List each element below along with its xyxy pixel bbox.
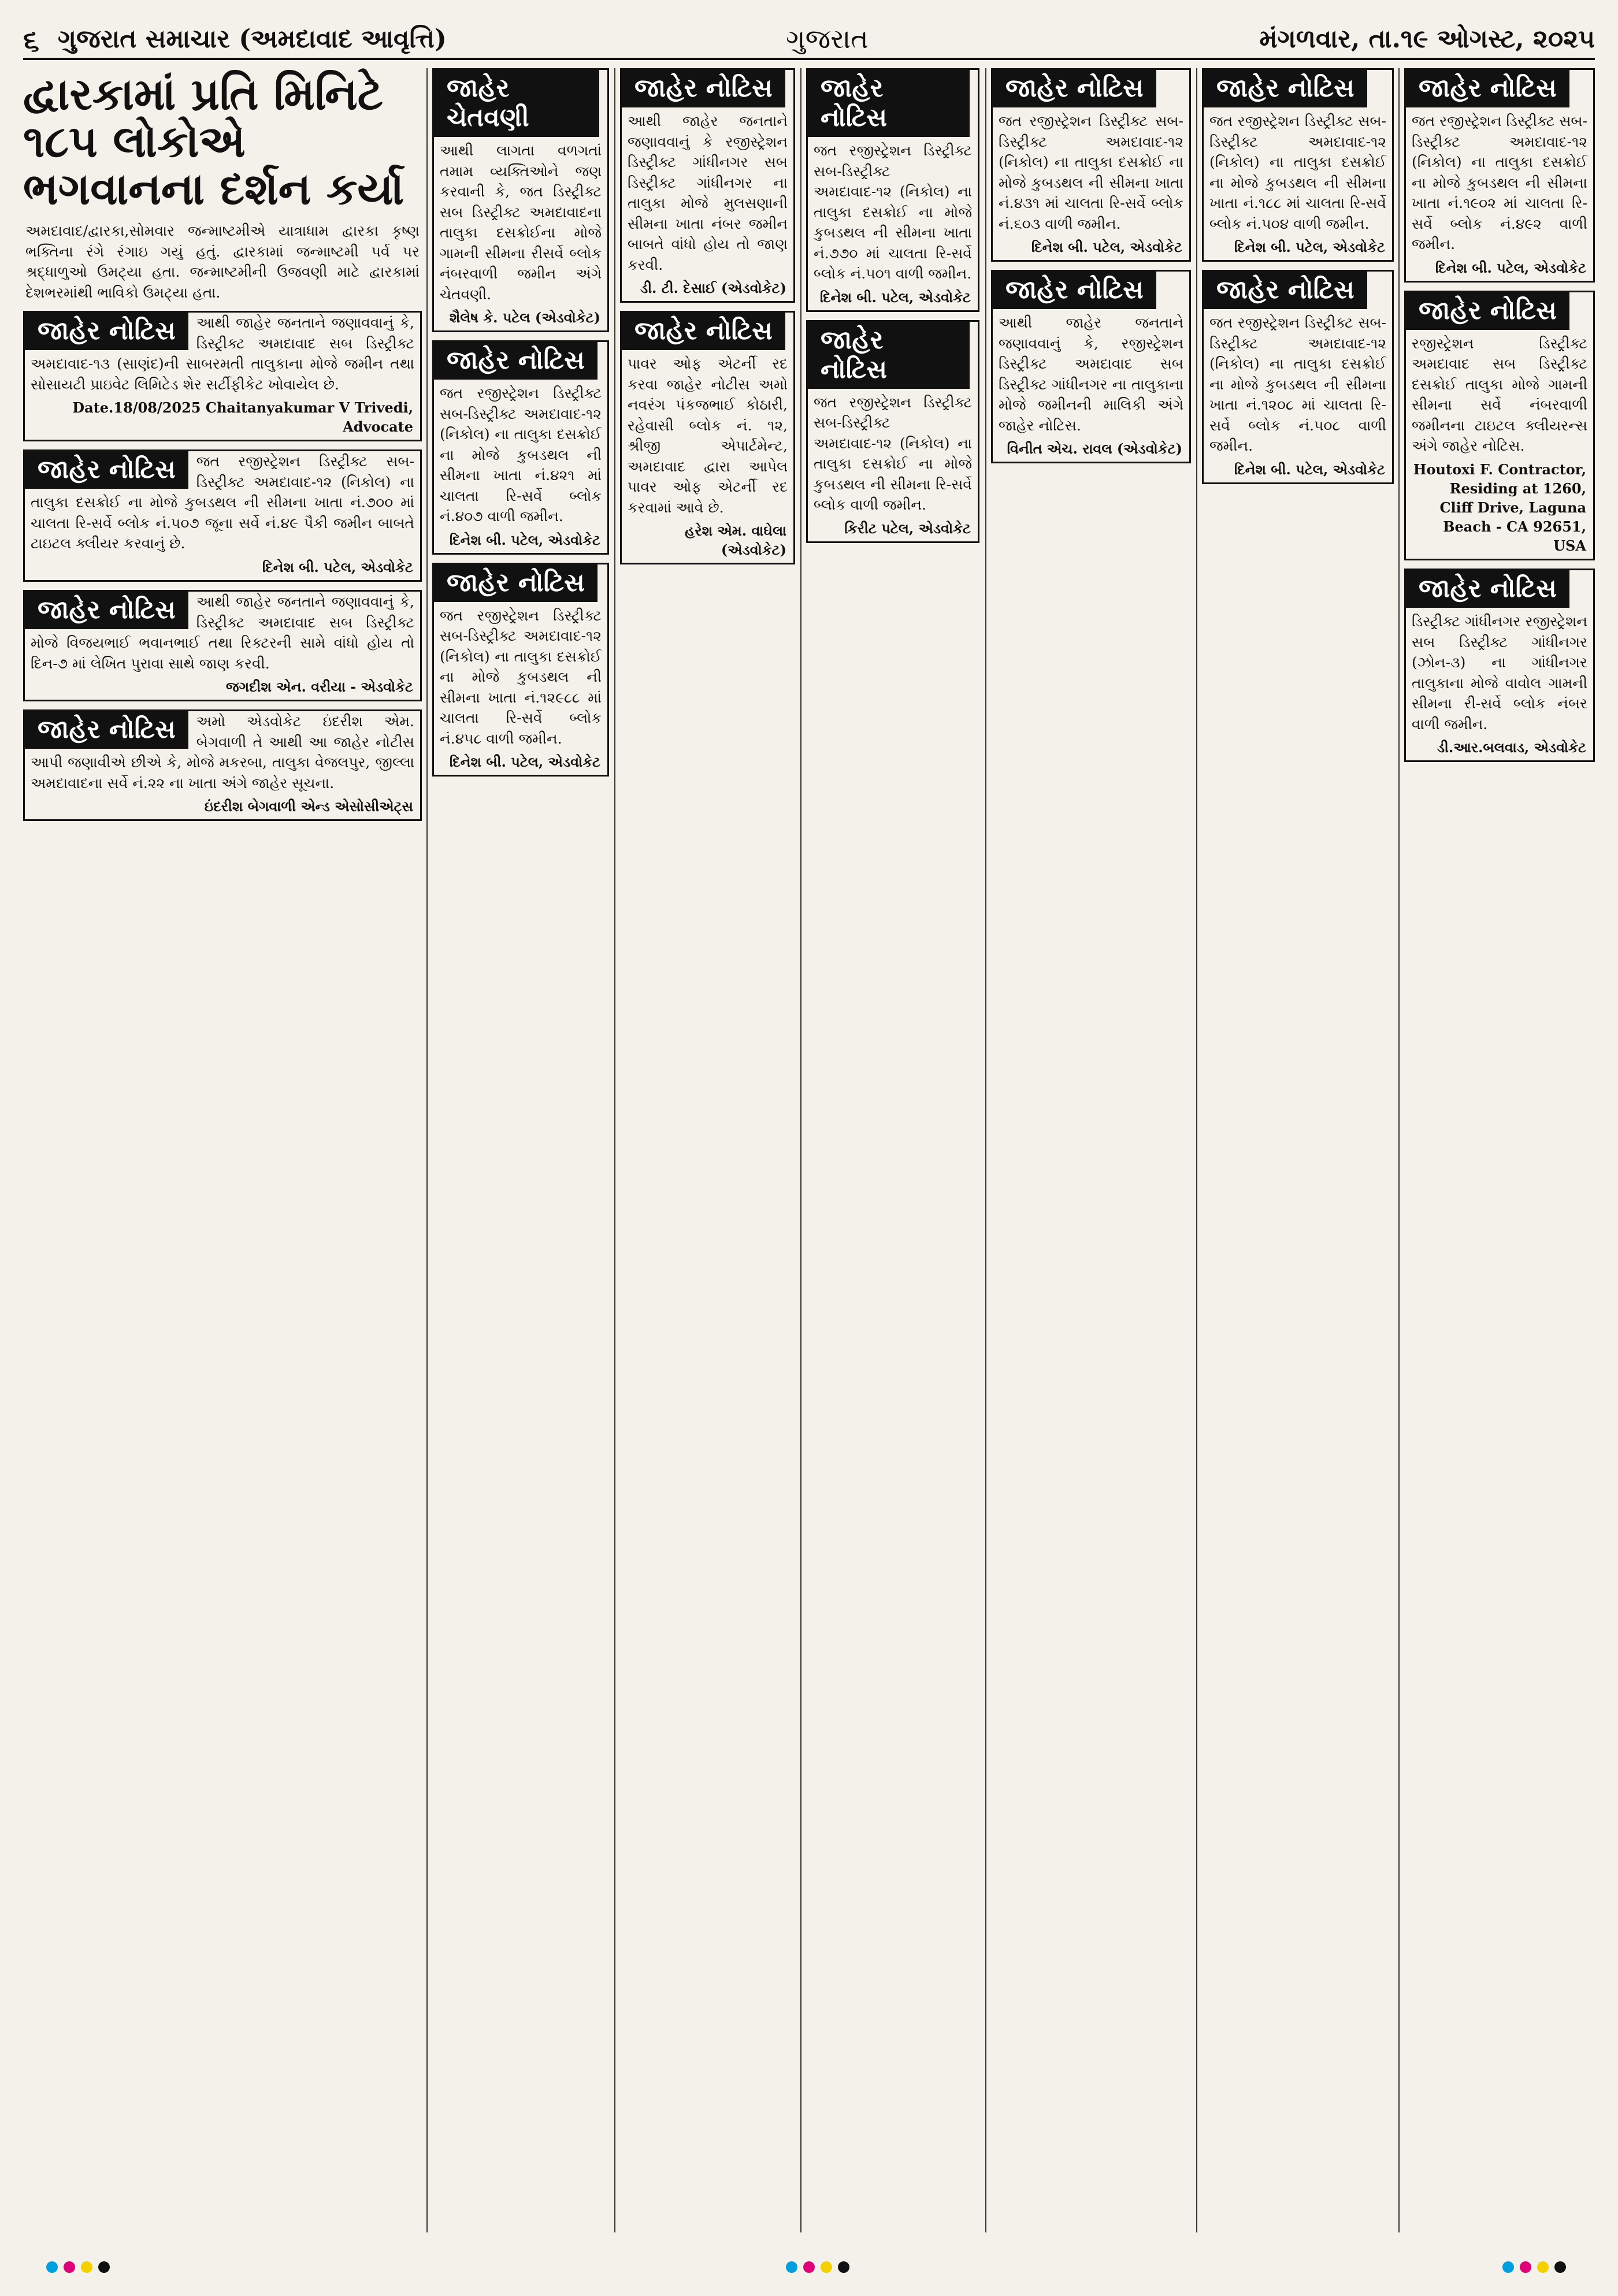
notice [991, 270, 1191, 463]
notice-text: જત રજીસ્ટ્રેશન ડિસ્ટ્રીક્ટ સબ-ડિસ્ટ્રીક્ટ અમદાવાદ-૧૨ (નિકોલ) ના તાલુકા દસક્રોઈ ના મોજે કુબડથલ ની સીમના ખાતા નં.૪૨૧ માં ચાલતા રિ-સર્વે બ્લોક નં.૪૦૭ વાળી જમીન. [440, 385, 602, 525]
yellow-dot [821, 2261, 832, 2273]
section-title: ગુજરાત [786, 23, 869, 54]
notice [23, 311, 422, 441]
column-rule [426, 68, 428, 2232]
notice-text: આથી લાગતા વળગતાં તમામ વ્યક્તિઓને જણ કરવાની કે, જત ડિસ્ટ્રીક્ટ સબ ડિસ્ટ્રીક્ટ અમદાવાદના તાલુકા દસક્રોઈના મોજે ગામની સીમના રીસર્વે બ્લોક નંબરવાળી જમીન અંગે ચેતવણી. [440, 142, 602, 303]
notice-tag: જાહેર નોટિસ [1204, 272, 1367, 309]
notice-advocate: દિનેશ બી. પટેલ, એડવોકેટ [1031, 239, 1182, 255]
notice-tag: જાહેર નોટિસ [1406, 292, 1569, 330]
notice-tag: જાહેર ચેતવણી [434, 70, 599, 137]
page-header [23, 22, 1595, 60]
notice [1404, 569, 1595, 762]
notice-text: આથી જાહેર જનતાને જણાવવાનું કે, રજીસ્ટ્રેશન ડિસ્ટ્રીક્ટ અમદાવાદ સબ ડિસ્ટ્રીક્ટ ગાંધીનગર ના તાલુકાના મોજે જમીનની માલિકી અંગે જાહેર નોટિસ. [999, 314, 1183, 434]
notice-tag: જાહેર નોટિસ [622, 70, 785, 107]
notice-text: ડિસ્ટ્રીક્ટ ગાંધીનગર રજીસ્ટ્રેશન સબ ડિસ્ટ્રીક્ટ ગાંધીનગર (ઝોન-૩) ના ગાંધીનગર તાલુકાના મોજે વાવોલ ગામની સીમના રી-સર્વે બ્લોક નંબર વાળી જમીન. [1412, 613, 1587, 733]
notice-advocate: ડી.આર.બલવાડ, એડવોકેટ [1437, 739, 1586, 756]
notice-advocate: દિનેશ બી. પટેલ, એડવોકેટ [1435, 259, 1586, 276]
notice-advocate: દિનેશ બી. પટેલ, એડવોકેટ [449, 753, 600, 771]
notice-advocate: ઇંદરીશ બેગવાળી એન્ડ એસોસીએટ્સ [204, 798, 413, 815]
notice-tag: જાહેર નોટિસ [434, 342, 598, 380]
notice [991, 68, 1191, 262]
notice-text: પાવર ઓફ એટર્ની રદ કરવા જાહેર નોટીસ અમો નવરંગ પંકજભાઈ કોઠારી, રહેવાસી બ્લોક નં. ૧૨, શ્રીજી એપાર્ટમેન્ટ, અમદાવાદ દ્વારા આપેલ પાવર ઓફ એટર્ની રદ કરવામાં આવે છે. [628, 355, 788, 516]
notice-tag: જાહેર નોટિસ [808, 322, 970, 389]
notice-text: જત રજીસ્ટ્રેશન ડિસ્ટ્રીક્ટ સબ-ડિસ્ટ્રીક્ટ અમદાવાદ-૧૨ (નિકોલ) ના તાલુકા દસક્રોઈ ના મોજે કુબડથલ ની સીમના ખાતા નં.૧૨૯૮૮ માં ચાલતા રિ-સર્વે બ્લોક નં.૪૫૮ વાળી જમીન. [440, 607, 602, 747]
yellow-dot [1537, 2261, 1549, 2273]
notice-advocate: વિનીત એચ. રાવલ (એડવોકેટ) [1007, 440, 1182, 458]
notice-advocate: જગદીશ એન. વરીયા - એડવોકેટ [225, 678, 413, 696]
notice-tag: જાહેર નોટિસ [993, 70, 1156, 107]
column-rule [614, 68, 615, 2232]
notice-tag: જાહેર નોટિસ [25, 592, 188, 629]
notice [23, 449, 422, 582]
black-dot [838, 2261, 849, 2273]
notice-advocate: શૈલેષ કે. પટેલ (એડવોકેટ) [449, 309, 600, 326]
notice [1202, 270, 1394, 484]
notice-text: જત રજીસ્ટ્રેશન ડિસ્ટ્રીક્ટ સબ-ડિસ્ટ્રીક્ટ અમદાવાદ-૧૨ (નિકોલ) ના તાલુકા દસક્રોઈ ના મોજે કુબડથલ ની સીમના ખાતા નં.૭૭૦ માં ચાલતા રિ-સર્વે બ્લોક નં.૫૦૧ વાળી જમીન. [814, 142, 972, 282]
notice-advocate: કિરીટ પટેલ, એડવોકેટ [844, 519, 971, 537]
cyan-dot [786, 2261, 797, 2273]
column-rule [800, 68, 801, 2232]
notice-text: જત રજીસ્ટ્રેશન ડિસ્ટ્રીક્ટ સબ-ડિસ્ટ્રીક્ટ અમદાવાદ-૧૨ (નિકોલ) ના તાલુકા દસક્રોઈ ના મોજે કુબડથલ ની સીમના ખાતા નં.૧૨૦૮ માં ચાલતા રિ-સર્વે બ્લોક નં.૫૦૮ વાળી જમીન. [1209, 314, 1386, 455]
black-dot [1554, 2261, 1566, 2273]
column-3 [620, 68, 795, 2232]
notice-tag: જાહેર નોટિસ [1406, 70, 1569, 107]
column-5 [991, 68, 1191, 2232]
magenta-dot [1520, 2261, 1531, 2273]
notice-tag: જાહેર નોટિસ [808, 70, 970, 137]
notice [620, 311, 795, 564]
notice-text: જત રજીસ્ટ્રેશન ડિસ્ટ્રીક્ટ સબ-ડિસ્ટ્રીક્ટ અમદાવાદ-૧૨ (નિકોલ) ના તાલુકા દસક્રોઈ ના મોજે કુબડથલ ની સીમના ખાતા નં.૪૩૧ માં ચાલતા રિ-સર્વે બ્લોક નં.૬૦૩ વાળી જમીન. [999, 113, 1183, 232]
article-body: અમદાવાદ/દ્વારકા,સોમવાર જન્માષ્ટમીએ યાત્રાધામ દ્વારકા કૃષ્ણ ભક્તિના રંગે રંગાઇ ગયું હતું. દ્વારકામાં જન્માષ્ટમી પર્વ પર શ્રદ્ધાળુઓ ઉમટ્યા હતા. જન્માષ્ટમીની ઉજવણી માટે દ્વારકામાં દેશભરમાંથી ભાવિકો ઉમટ્યા હતા. [25, 222, 420, 301]
notice-tag: જાહેર નોટિસ [434, 564, 598, 602]
column-7 [1404, 68, 1595, 2232]
notice-advocate: Houtoxi F. Contractor, Residing at 1260, Cliff Drive, Laguna Beach - CA 92651, USA [1413, 460, 1586, 555]
notice-advocate: Date.18/08/2025 Chaitanyakumar V Trivedi, Advocate [72, 399, 413, 436]
notice-advocate: હરેશ એમ. વાઘેલા (એડવોકેટ) [685, 522, 786, 559]
notice-advocate: દિનેશ બી. પટેલ, એડવોકેટ [449, 531, 600, 548]
notice-tag: જાહેર નોટિસ [25, 313, 188, 350]
notice-advocate: દિનેશ બી. પટેલ, એડવોકેટ [1234, 239, 1385, 255]
notice-text: જત રજીસ્ટ્રેશન ડિસ્ટ્રીક્ટ સબ-ડિસ્ટ્રીક્ટ અમદાવાદ-૧૨ (નિકોલ) ના તાલુકા દસક્રોઈ ના મોજે કુબડથલ ની સીમના ખાતા નં.૧૮૮ માં ચાલતા રિ-સર્વે બ્લોક નં.૫૦૪ વાળી જમીન. [1209, 113, 1386, 232]
notice-tag: જાહેર નોટિસ [993, 272, 1156, 309]
notice-tag: જાહેર નોટિસ [622, 313, 785, 350]
column-rule [985, 68, 986, 2232]
notice-advocate: દિનેશ બી. પટેલ, એડવોકેટ [262, 558, 413, 575]
notice-tag: જાહેર નોટિસ [1204, 70, 1367, 107]
notice [1404, 68, 1595, 283]
notice-advocate: દિનેશ બી. પટેલ, એડવોકેટ [819, 288, 971, 306]
column-1 [23, 68, 422, 2232]
notice [432, 340, 609, 555]
notice-text: જત રજીસ્ટ્રેશન ડિસ્ટ્રીક્ટ સબ-ડિસ્ટ્રીક્ટ અમદાવાદ-૧૨ (નિકોલ) ના તાલુકા દસક્રોઈ ના મોજે કુબડથલ ની સીમના ખાતા નં.૭૦૦ માં ચાલતા રિ-સર્વે બ્લોક નં.૫૦૭ જૂના સર્વે નં.૪૯ પૈકી જમીન બાબતે ટાઇટલ ક્લીયર કરવાનું છે. [31, 453, 414, 552]
notice-text: આથી જાહેર જનતાને જણાવવાનું કે, ડિસ્ટ્રીક્ટ અમદાવાદ સબ ડિસ્ટ્રીક્ટ અમદાવાદ-૧૩ (સાણંદ)ની સાબરમતી તાલુકાના મોજે જમીન તથા સોસાયટી પ્રાઇવેટ લિમિટેડ શેર સર્ટીફીકેટ ખોવાયેલ છે. [31, 314, 414, 393]
page-number: ૬ [23, 23, 39, 57]
magenta-dot [803, 2261, 815, 2273]
notice-tag: જાહેર નોટિસ [1406, 570, 1569, 608]
print-registration-marks [0, 2253, 1618, 2282]
notice-text: આથી જાહેર જનતાને જણાવવાનું કે, ડિસ્ટ્રીક્ટ અમદાવાદ સબ ડિસ્ટ્રીક્ટ મોજે વિજયભાઈ ભવાનભાઈ તથા રિક્ટરની સામે વાંધો હોય તો દિન-૭ માં લેખિત પુરાવા સાથે જાણ કરવી. [31, 593, 414, 672]
notice-text: આથી જાહેર જનતાને જણાવવાનું કે રજીસ્ટ્રેશન ડિસ્ટ્રીક્ટ ગાંધીનગર સબ ડિસ્ટ્રીક્ટ ગાંધીનગર ના તાલુકા મોજે મુલસણાની સીમના ખાતા નંબર જમીન બાબતે વાંધો હોય તો જાણ કરવી. [628, 113, 788, 273]
notice [620, 68, 795, 303]
newspaper-title: ગુજરાત સમાચાર (અમદાવાદ આવૃત્તિ) [58, 24, 447, 54]
notice [1404, 291, 1595, 561]
notice-tag: જાહેર નોટિસ [25, 451, 188, 489]
black-dot [98, 2261, 110, 2273]
notice-text: રજીસ્ટ્રેશન ડિસ્ટ્રીક્ટ અમદાવાદ સબ ડિસ્ટ્રીક્ટ દસક્રોઈ તાલુકા મોજે ગામની સીમના સર્વે નંબરવાળી જમીનના ટાઇટલ ક્લીયરન્સ અંગે જાહેર નોટિસ. [1412, 335, 1587, 455]
notice [432, 563, 609, 777]
notice-text: અમો એડવોકેટ ઇંદરીશ એમ. બેગવાળી તે આથી આ જાહેર નોટીસ આપી જણાવીએ છીએ કે, મોજે મકરબા, તાલુકા વેજલપુર, જીલ્લા અમદાવાદના સર્વે નં.૨૨ ના ખાતા અંગે જાહેર સૂચના. [31, 713, 414, 792]
notice-advocate: દિનેશ બી. પટેલ, એડવોકેટ [1234, 460, 1385, 478]
column-4 [806, 68, 979, 2232]
article-headline: દ્વારકામાં પ્રતિ મિનિટે ૧૮૫ લોકોએ ભગવાનના દર્શન કર્યા [23, 68, 404, 215]
notice [806, 68, 979, 312]
notice-text: જત રજીસ્ટ્રેશન ડિસ્ટ્રીક્ટ સબ-ડિસ્ટ્રીક્ટ અમદાવાદ-૧૨ (નિકોલ) ના તાલુકા દસક્રોઈ ના મોજે કુબડથલ ની સીમના ખાતા નં.૧૯૦૨ માં ચાલતા રિ-સર્વે બ્લોક નં.૪૯૨ વાળી જમીન. [1412, 113, 1587, 252]
notice-tag: જાહેર નોટિસ [25, 711, 188, 749]
column-2 [432, 68, 609, 2232]
cyan-dot [1502, 2261, 1514, 2273]
notice [23, 709, 422, 821]
notice-advocate: ડી. ટી. દેસાઈ (એડવોકેટ) [640, 280, 786, 296]
cyan-dot [46, 2261, 58, 2273]
notice [23, 590, 422, 701]
issue-date: મંગળવાર, તા.૧૯ ઓગસ્ટ, ૨૦૨૫ [1259, 24, 1595, 54]
notice [1202, 68, 1394, 262]
yellow-dot [81, 2261, 92, 2273]
notice [806, 320, 979, 543]
column-6 [1202, 68, 1394, 2232]
column-rule [1398, 68, 1400, 2232]
notice-text: જત રજીસ્ટ્રેશન ડિસ્ટ્રીક્ટ સબ-ડિસ્ટ્રીક્ટ અમદાવાદ-૧૨ (નિકોલ) ના તાલુકા દસક્રોઈ ના મોજે કુબડથલ ની સીમના રિ-સર્વે બ્લોક વાળી જમીન. [814, 393, 972, 514]
notice [432, 68, 609, 332]
column-rule [1196, 68, 1197, 2232]
magenta-dot [64, 2261, 75, 2273]
